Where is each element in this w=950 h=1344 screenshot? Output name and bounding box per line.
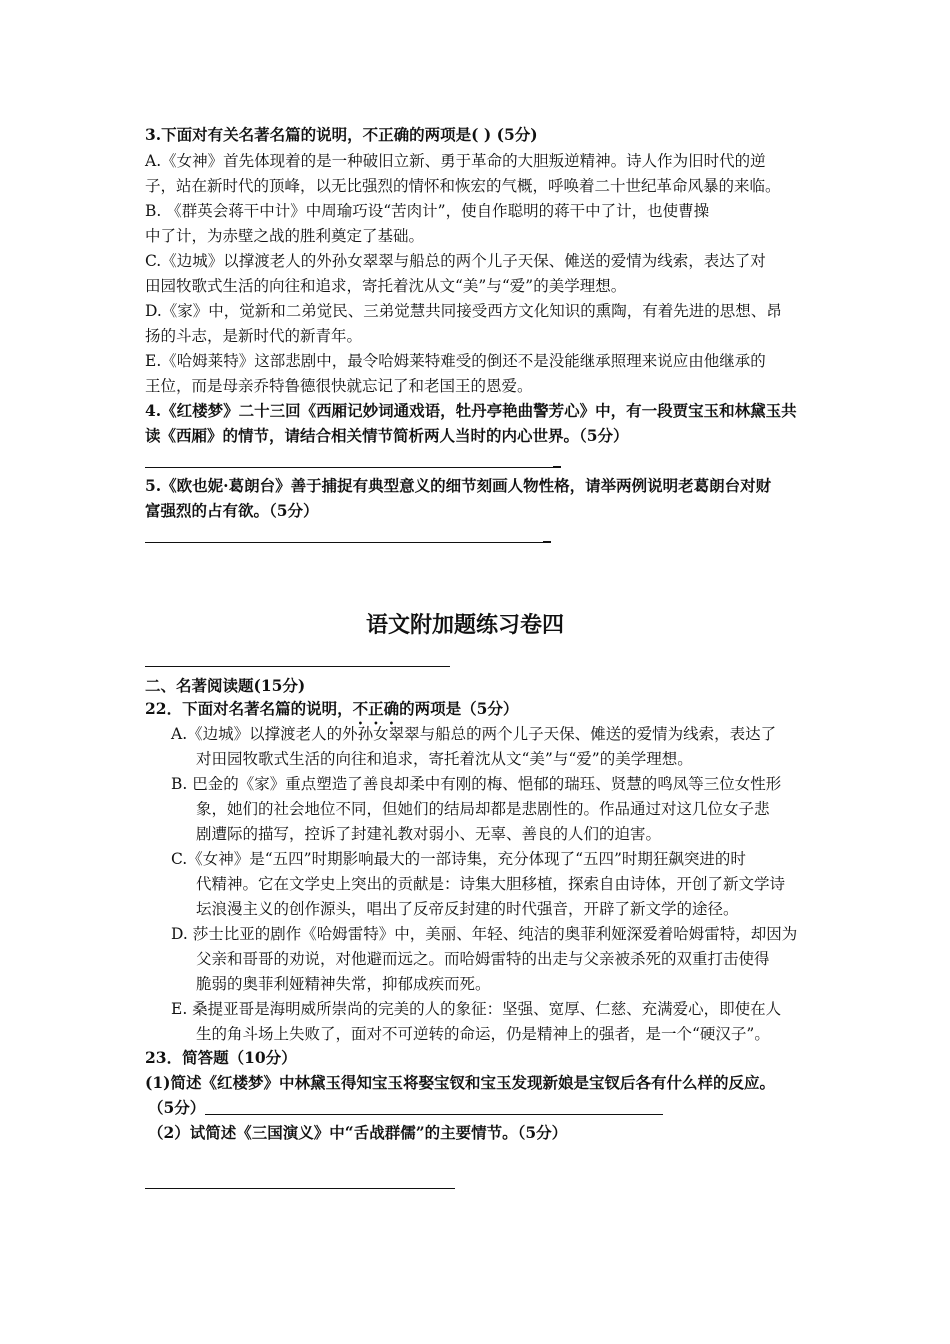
q5-answer-line (145, 542, 545, 543)
q3-option-e-line1: E.《哈姆莱特》这部悲剧中，最令哈姆莱特难受的倒还不是没能继承照理来说应由他继承的 (145, 352, 766, 370)
q22-option-c-line1: C.《女神》是“五四”时期影响最大的一部诗集，充分体现了“五四”时期狂飙突进的时 (171, 850, 746, 868)
q22-option-d-line1: D. 莎士比亚的剧作《哈姆雷特》中，美丽、年轻、纯洁的奥菲利娅深爱着哈姆雷特，却因为 (171, 925, 798, 943)
q22-option-d-line3: 脆弱的奥菲利娅精神失常，抑郁成疾而死。 (196, 975, 491, 993)
q3-option-e-line2: 王位，而是母亲乔特鲁德很快就忘记了和老国王的恩爱。 (145, 377, 533, 395)
q22-option-a-line2: 对田园牧歌式生活的向往和追求，寄托着沈从文“美”与“爱”的美学理想。 (196, 750, 693, 768)
q3-option-c-line1: C.《边城》以撑渡老人的外孙女翠翠与船总的两个儿子天保、傩送的爱情为线索，表达了对 (145, 252, 766, 270)
q4-answer-line-end (553, 466, 561, 468)
q23-sub2: （2）试简述《三国演义》中“舌战群儒”的主要情节。（5分） (148, 1123, 568, 1142)
q3-option-b-line1: B. 《群英会蒋干中计》中周瑜巧设“苦肉计”，使自作聪明的蒋干中了计，也使曹操 (145, 202, 710, 220)
q3-option-b-line2: 中了计，为赤壁之战的胜利奠定了基础。 (145, 227, 425, 245)
q3-option-c-line2: 田园牧歌式生活的向往和追求，寄托着沈从文“美”与“爱”的美学理想。 (145, 277, 627, 295)
q22-option-d-line2: 父亲和哥哥的劝说，对他避而远之。而哈姆雷特的出走与父亲被杀死的双重打击使得 (196, 950, 770, 968)
q3-option-d-line1: D.《家》中，觉新和二弟觉民、三弟觉慧共同接受西方文化知识的熏陶，有着先进的思想、昂 (145, 302, 782, 320)
q22-option-a-line1: A.《边城》以撑渡老人的外孙女翠翠与船总的两个儿子天保、傩送的爱情为线索，表达了 (171, 725, 777, 743)
q23-sub1: (1)简述《红楼梦》中林黛玉得知宝玉将娶宝钗和宝玉发现新娘是宝钗后各有什么样的反应。 (145, 1073, 775, 1092)
page-title: 语文附加题练习卷四 (366, 612, 565, 638)
q22-stem-end: 的两项是（5分） (399, 699, 519, 718)
q22-stem-emphasis: 不正确 (352, 699, 400, 718)
q22-stem-start: 22．下面对名著名篇的说明， (145, 699, 353, 718)
q23-sub2-answer-line (145, 1188, 455, 1189)
q22-option-b-line3: 剧遭际的描写，控诉了封建礼教对弱小、无辜、善良的人们的迫害。 (196, 825, 662, 843)
q23-sub1-score: （5分） (148, 1098, 206, 1117)
q5-stem-line2: 富强烈的占有欲。（5分） (145, 501, 319, 520)
q22-option-e-line1: E. 桑提亚哥是海明威所崇尚的完美的人的象征：坚强、宽厚、仁慈、充满爱心，即使在人 (171, 1000, 782, 1018)
q22-option-c-line3: 坛浪漫主义的创作源头，唱出了反帝反封建的时代强音，开辟了新文学的途径。 (196, 900, 739, 918)
q22-option-b-line1: B. 巴金的《家》重点塑造了善良却柔中有刚的梅、悒郁的瑞珏、贤慧的鸣凤等三位女性形 (171, 775, 782, 793)
q4-stem-line1: 4.《红楼梦》二十三回《西厢记妙词通戏语，牡丹亭艳曲警芳心》中，有一段贾宝玉和林黛玉共 (145, 401, 797, 420)
q22-option-e-line2: 生的角斗场上失败了，面对不可逆转的命运，仍是精神上的强者，是一个“硬汉子”。 (196, 1025, 770, 1043)
q5-stem-line1: 5.《欧也妮·葛朗台》善于捕捉有典型意义的细节刻画人物性格，请举两例说明老葛朗台对财 (145, 476, 772, 495)
q23-sub1-answer-line (205, 1114, 663, 1115)
q3-option-d-line2: 扬的斗志，是新时代的新青年。 (145, 327, 363, 345)
q4-answer-line (145, 467, 555, 468)
q23-stem: 23．简答题（10分） (145, 1048, 297, 1067)
section-heading: 二、名著阅读题(15分) (145, 676, 306, 695)
q3-option-a-line1: A.《女神》首先体现着的是一种破旧立新、勇于革命的大胆叛逆精神。诗人作为旧时代的逆 (145, 152, 766, 170)
q3-option-a-line2: 子，站在新时代的顶峰，以无比强烈的情怀和恢宏的气概，呼唤着二十世纪革命风暴的来临。 (145, 177, 781, 195)
q22-option-c-line2: 代精神。它在文学史上突出的贡献是：诗集大胆移植，探索自由诗体，开创了新文学诗 (196, 875, 786, 893)
title-underline (145, 666, 450, 667)
q22-option-b-line2: 象，她们的社会地位不同，但她们的结局却都是悲剧性的。作品通过对这几位女子悲 (196, 800, 770, 818)
q4-stem-line2: 读《西厢》的情节，请结合相关情节简析两人当时的内心世界。（5分） (145, 426, 629, 445)
q3-stem: 3.下面对有关名著名篇的说明，不正确的两项是( ) (5分) (145, 125, 538, 144)
q5-answer-line-end (543, 541, 551, 543)
